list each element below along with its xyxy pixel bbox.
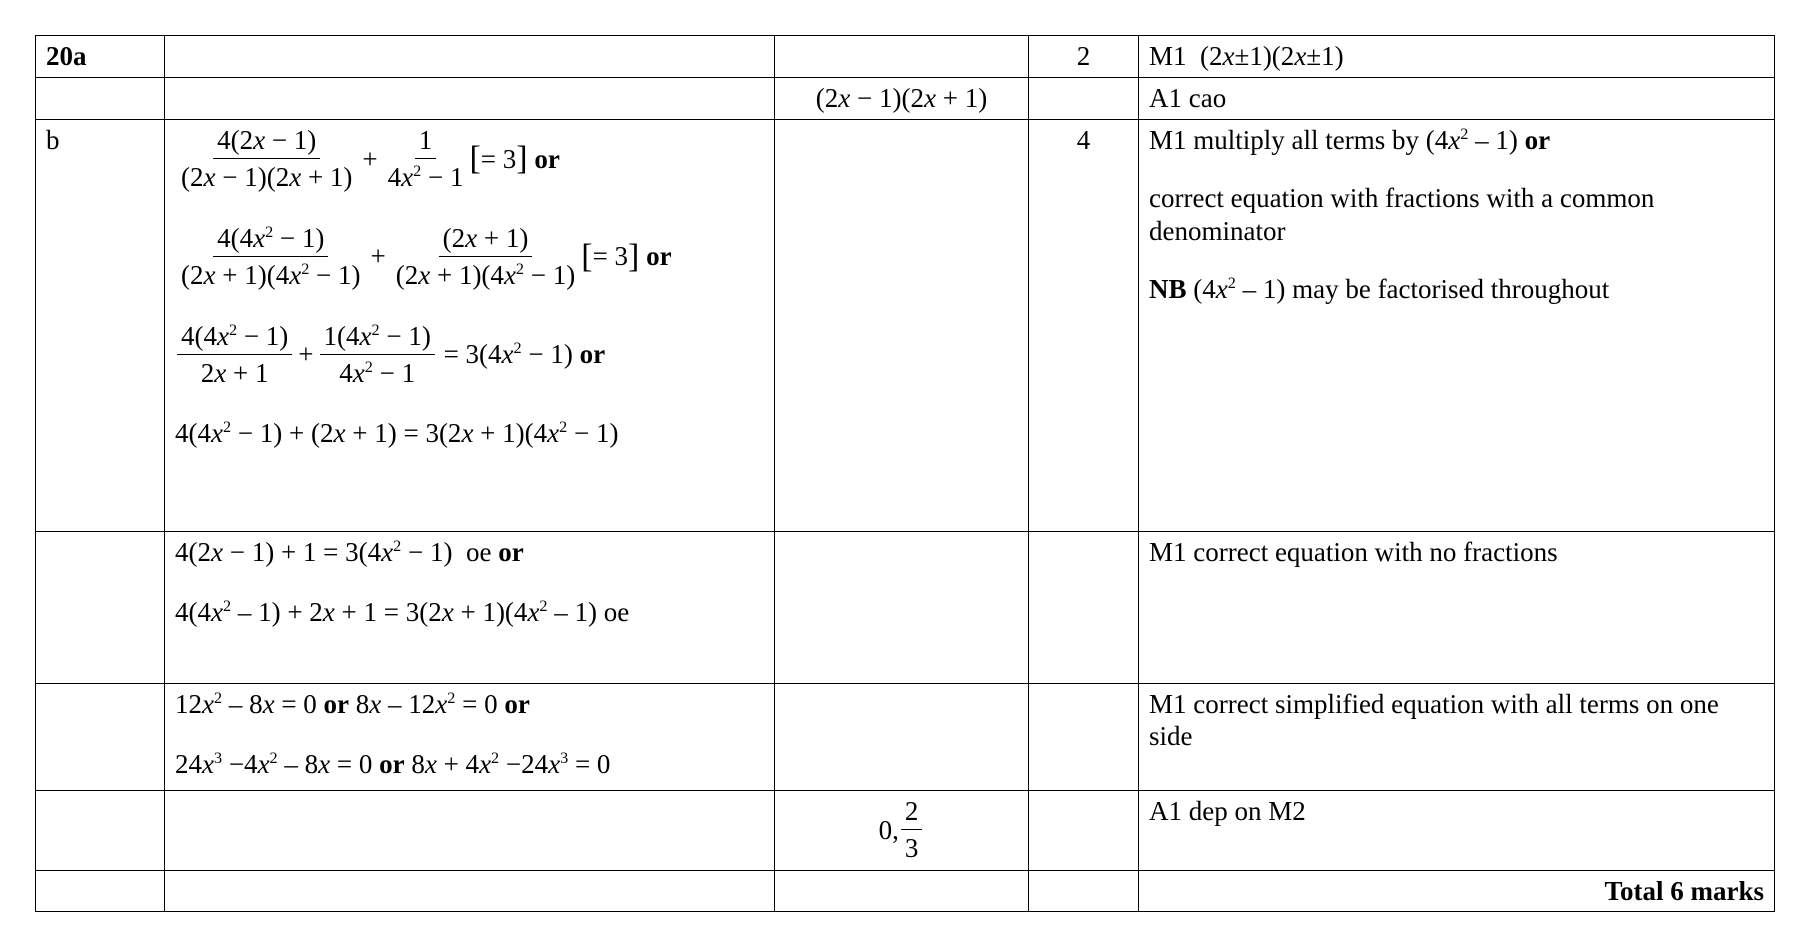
working-line-2: $\frac{4(4x^2 - 1)}{(2x + 1)(4x^2 - 1)}$ + $\frac{(2x + 1)}{(2x + 1)(4x^2 - 1)}$ [ = 3 ] or	[181, 222, 672, 291]
working-cell	[165, 36, 775, 78]
note-m1: M1 multiply all terms by $(4x^2 - 1)$ or	[1149, 125, 1551, 155]
row-20a	[36, 36, 1775, 78]
question-number: b	[36, 120, 165, 532]
working-line-6: $4(4x^2 - 1) + 2x + 1 = 3(2x + 1)(4x^2 - 1)$ oe	[175, 597, 630, 628]
marks-cell	[1029, 791, 1139, 871]
note-nb: NB $(4x^2 - 1)$ may be factorised throughout	[1149, 274, 1610, 305]
question-number	[36, 791, 165, 871]
note-common-denominator: correct equation with fractions with a common denominator	[1149, 183, 1655, 246]
notes-cell: M1 correct equation with no fractions	[1139, 532, 1775, 684]
note-expression: (2x±1)(2x±1)	[1200, 41, 1344, 71]
answer-cell	[775, 871, 1029, 912]
working-line-4: $4(4x^2 - 1) + (2x + 1) = 3(2x + 1)(4x^2 - 1)$	[175, 418, 619, 449]
question-number: 20a	[36, 36, 165, 78]
answer-cell	[775, 120, 1029, 532]
working-line-3: $\frac{4(4x^2 - 1)}{2x + 1}$ + $\frac{1(4x^2 - 1)}{4x^2 - 1}$ = $3(4x^2 - 1)$ or	[175, 320, 764, 390]
question-number	[36, 871, 165, 912]
marks-cell	[1029, 871, 1139, 912]
working-cell	[165, 871, 775, 912]
working-cell	[165, 684, 775, 791]
marks-cell: 4	[1029, 120, 1139, 532]
answer-cell	[775, 36, 1029, 78]
row-total	[36, 871, 1775, 912]
total-marks: Total 6 marks	[1139, 871, 1775, 912]
working-cell	[165, 532, 775, 684]
note-label: M1	[1149, 41, 1187, 71]
mark-scheme-table	[35, 35, 1775, 912]
question-number	[36, 684, 165, 791]
working-line-1: $\frac{4(2x - 1)}{(2x - 1)(2x + 1)}$ + $\frac{1}{4x^2 - 1}$ [ = 3 ] or	[181, 125, 560, 193]
row-simplified	[36, 684, 1775, 791]
answer-cell: (2x − 1)(2x + 1)	[775, 78, 1029, 120]
working-cell	[165, 791, 775, 871]
marks-cell	[1029, 684, 1139, 791]
answer-cell	[775, 532, 1029, 684]
working-cell	[165, 78, 775, 120]
answer-cell	[775, 684, 1029, 791]
answer-cell	[775, 791, 1029, 871]
row-final-answer	[36, 791, 1775, 871]
row-no-fractions	[36, 532, 1775, 684]
final-answer: 0, $\frac{2}{3}$	[879, 795, 925, 865]
marks-cell	[1029, 78, 1139, 120]
notes-cell	[1139, 120, 1775, 532]
notes-cell: A1 cao	[1139, 78, 1775, 120]
notes-cell: A1 dep on M2	[1139, 791, 1775, 871]
question-number	[36, 532, 165, 684]
marks-cell	[1029, 532, 1139, 684]
notes-cell	[1139, 36, 1775, 78]
working-cell	[165, 120, 775, 532]
working-line-7: $12x^2 - 8x = 0$ or $8x - 12x^2 = 0$ or	[175, 689, 530, 719]
working-line-8: $24x^3 -4x^2 - 8x = 0$ or $8x + 4x^2 -24x^3 = 0$	[175, 749, 611, 780]
working-line-5: $4(2x - 1) + 1 = 3(4x^2 - 1)$ oe or	[175, 537, 524, 567]
row-20a-answer	[36, 78, 1775, 120]
row-20b	[36, 120, 1775, 532]
marks-cell: 2	[1029, 36, 1139, 78]
question-number	[36, 78, 165, 120]
notes-cell: M1 correct simplified equation with all terms on one side	[1139, 684, 1775, 791]
